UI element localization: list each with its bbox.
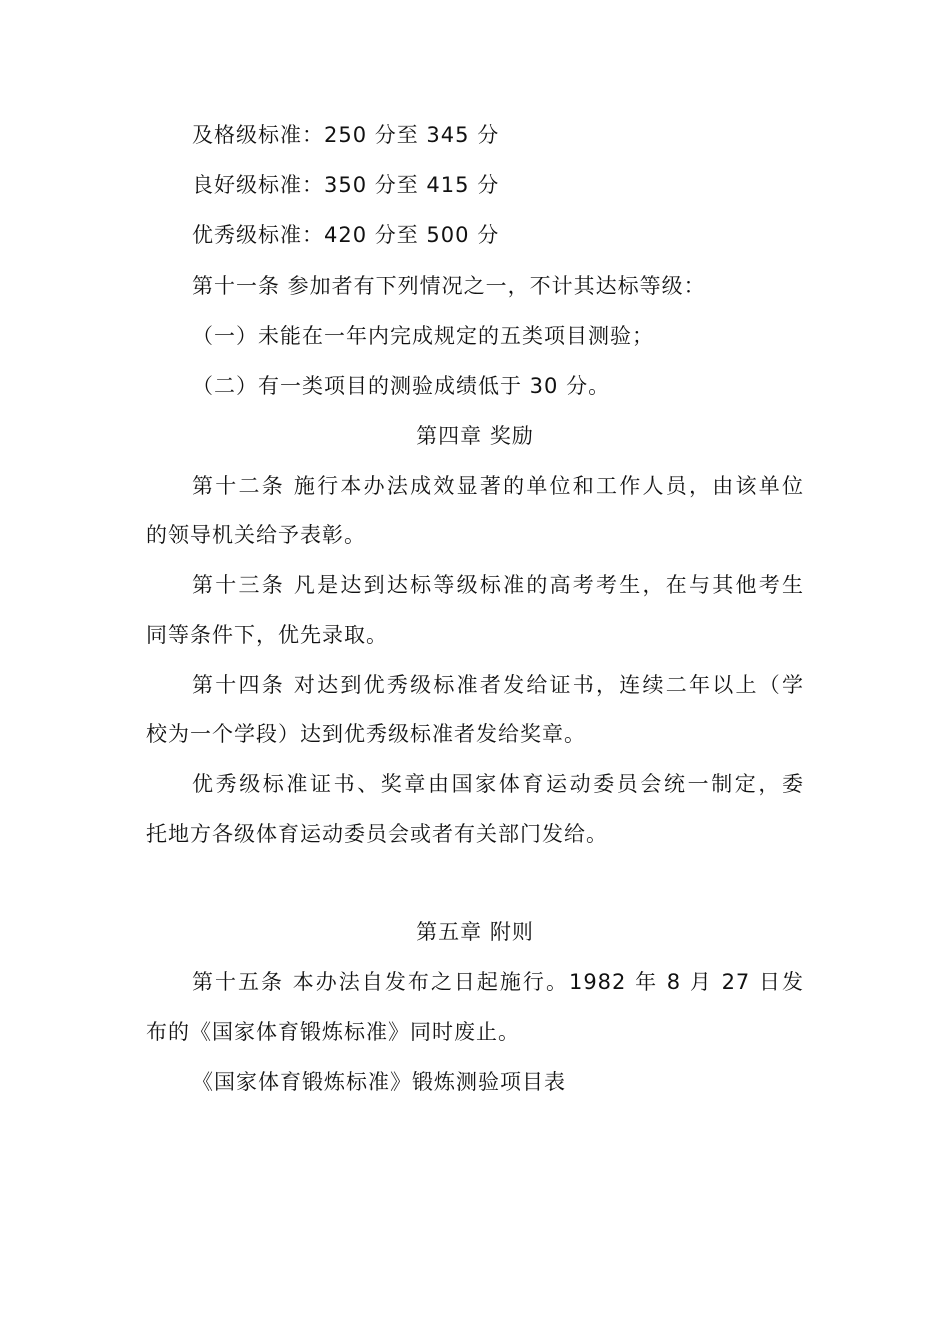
- excellent-level-standard: 优秀级标准：420 分至 500 分: [192, 223, 500, 247]
- pass-level-standard: 及格级标准：250 分至 345 分: [192, 123, 500, 147]
- certificate-paragraph-line-1: 优秀级标准证书、奖章由国家体育运动委员会统一制定，委: [192, 772, 804, 796]
- good-level-standard: 良好级标准：350 分至 415 分: [192, 173, 500, 197]
- article-15-line-1: 第十五条 本办法自发布之日起施行。1982 年 8 月 27 日发: [192, 970, 804, 994]
- article-11-item-2: （二）有一类项目的测验成绩低于 30 分。: [192, 374, 611, 398]
- article-11: 第十一条 参加者有下列情况之一，不计其达标等级：: [192, 274, 706, 298]
- article-14-line-2: 校为一个学段）达到优秀级标准者发给奖章。: [146, 722, 586, 746]
- article-15-line-2: 布的《国家体育锻炼标准》同时废止。: [146, 1020, 520, 1044]
- article-12-line-2: 的领导机关给予表彰。: [146, 523, 366, 547]
- article-14-line-1: 第十四条 对达到优秀级标准者发给证书，连续二年以上（学: [192, 673, 804, 697]
- article-13-line-1: 第十三条 凡是达到达标等级标准的高考考生，在与其他考生: [192, 573, 804, 597]
- article-11-item-1: （一）未能在一年内完成规定的五类项目测验；: [192, 324, 654, 348]
- chapter-4-heading: 第四章 奖励: [416, 424, 534, 448]
- certificate-paragraph-line-2: 托地方各级体育运动委员会或者有关部门发给。: [146, 822, 608, 846]
- article-12-line-1: 第十二条 施行本办法成效显著的单位和工作人员，由该单位: [192, 474, 804, 498]
- chapter-5-heading: 第五章 附则: [416, 920, 534, 944]
- appendix-table-title: 《国家体育锻炼标准》锻炼测验项目表: [192, 1070, 566, 1094]
- article-13-line-2: 同等条件下，优先录取。: [146, 623, 388, 647]
